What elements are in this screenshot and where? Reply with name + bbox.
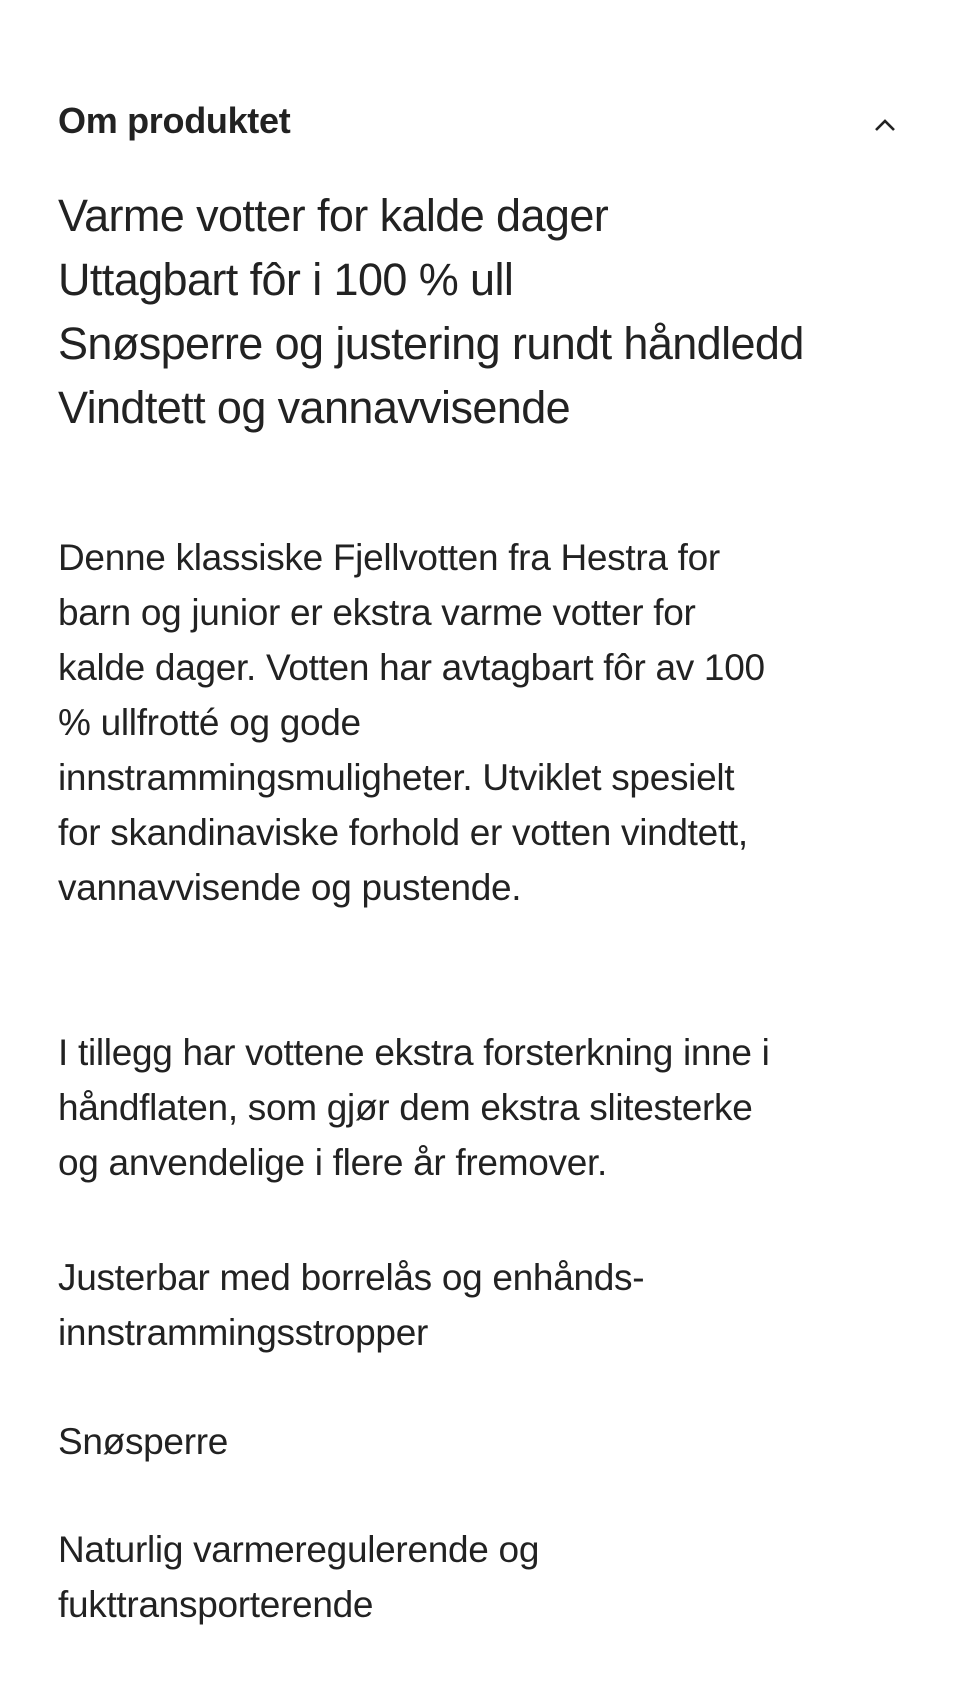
text-line: innstrammingsstropper (58, 1312, 429, 1353)
feature-adjustable (58, 1250, 938, 1360)
feature-snow-guard (58, 1414, 938, 1469)
collapse-button[interactable] (868, 108, 902, 142)
text-line: innstrammingsmuligheter. Utviklet spesielt (58, 757, 735, 798)
highlight-item: Snøsperre og justering rundt håndledd (58, 318, 804, 369)
text-line: for skandinaviske forhold er votten vindtett, (58, 812, 748, 853)
text-line: Justerbar med borrelås og enhånds- (58, 1257, 645, 1298)
highlight-item: Uttagbart fôr i 100 % ull (58, 254, 514, 305)
text-line: % ullfrotté og gode (58, 702, 361, 743)
text-line: kalde dager. Votten har avtagbart fôr av 100 (58, 647, 765, 688)
text-line: Snøsperre (58, 1421, 229, 1462)
highlight-item: Vindtett og vannavvisende (58, 382, 571, 433)
text-line: Denne klassiske Fjellvotten fra Hestra for (58, 537, 720, 578)
text-line: håndflaten, som gjør dem ekstra slitesterke (58, 1087, 753, 1128)
product-highlights (58, 184, 938, 440)
feature-temperature (58, 1522, 938, 1632)
text-line: og anvendelige i flere år fremover. (58, 1142, 607, 1183)
description-paragraph (58, 530, 938, 915)
section-title[interactable]: Om produktet (58, 100, 291, 141)
text-line: barn og junior er ekstra varme votter for (58, 592, 696, 633)
text-line: Naturlig varmeregulerende og (58, 1529, 540, 1570)
text-line: fukttransporterende (58, 1584, 374, 1625)
text-line: vannavvisende og pustende. (58, 867, 522, 908)
reinforcement-paragraph (58, 1025, 938, 1190)
chevron-up-icon (874, 117, 896, 133)
highlight-item: Varme votter for kalde dager (58, 190, 609, 241)
text-line: I tillegg har vottene ekstra forsterkning inne i (58, 1032, 770, 1073)
